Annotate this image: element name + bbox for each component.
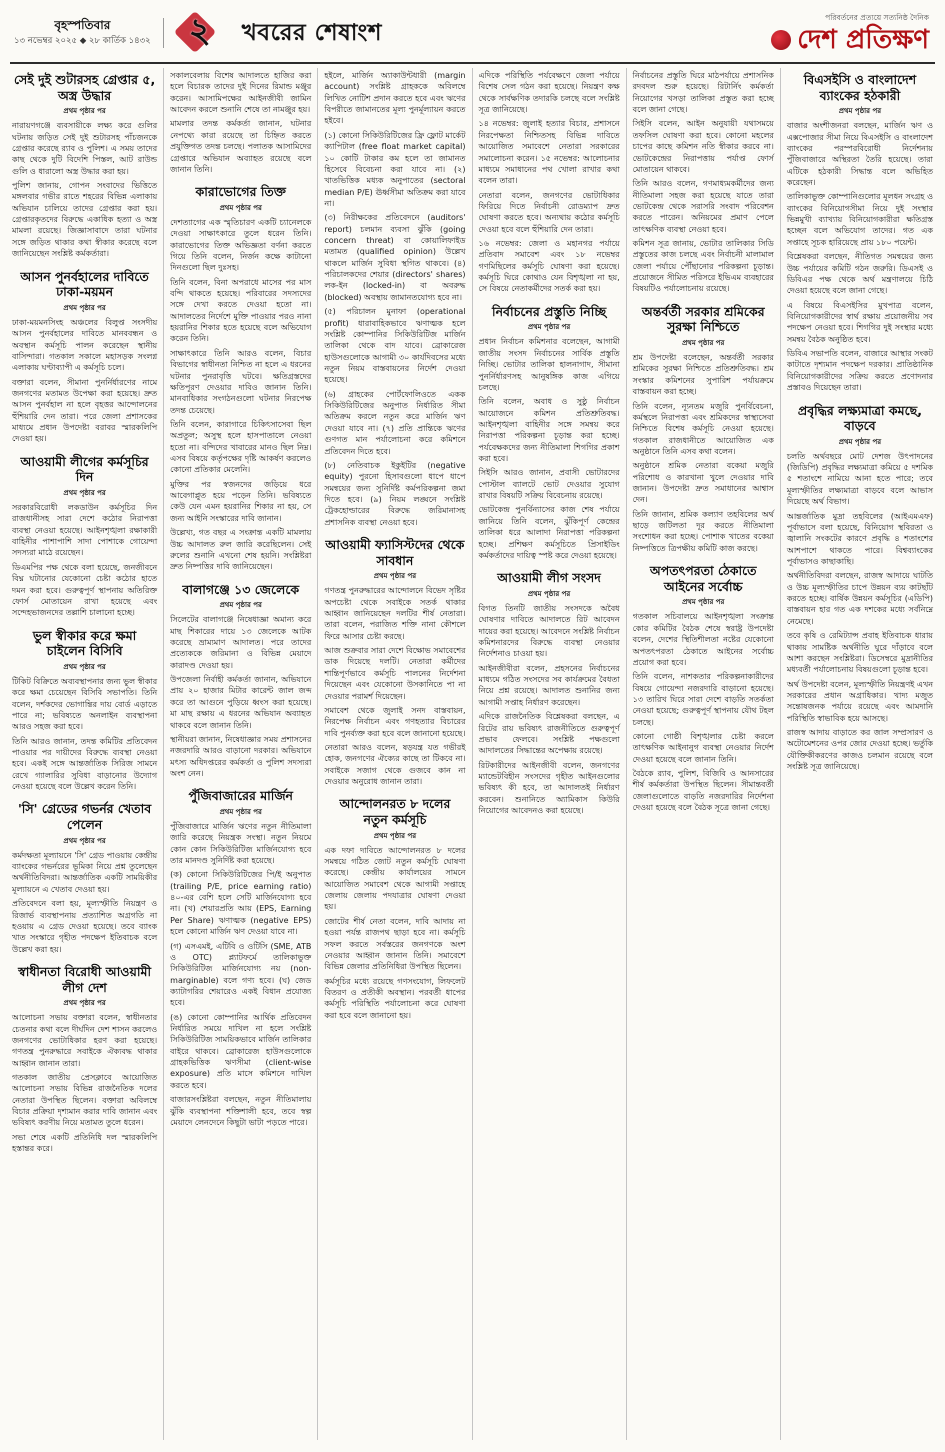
continued-from-label: প্রথম পৃষ্ঠার পর [682,598,725,607]
article-paragraph: তবে কৃষি ও রেমিট্যান্স প্রবাহ ইতিবাচক ধারায় থাকায় সামষ্টিক অর্থনীতি ঘুরে দাঁড়াবে বলে আশা করছেন সংশ্লিষ্টরা। ডিসেম্বরে মুদ্রানীতির মধ্যবর্তী পর্যালোচনায় বিষয়গুলো চূড়ান্ত হবে। [786,631,933,675]
article-paragraph: আন্তর্জাতিক মুদ্রা তহবিলের (আইএমএফ) পূর্বাভাসে বলা হয়েছে, বিনিয়োগ স্থবিরতা ও জ্বালানি সংকটের কারণে প্রবৃদ্ধি ৪ শতাংশের আশপাশে থাকতে পারে। বিশ্বব্যাংকের পূর্বাভাসও কাছাকাছি। [786,511,933,566]
article-paragraph: সভা শেষে একটি প্রতিনিধি দল স্মারকলিপি হস্তান্তর করে। [12,1132,158,1154]
article [324,796,465,1021]
article-paragraph: গণতন্ত্র পুনরুদ্ধারের আন্দোলনে বিভেদ সৃষ্টির অপচেষ্টা থেকে সবাইকে সতর্ক থাকার আহ্বান জানিয়েছেন দলটির শীর্ষ নেতারা। তারা বলেন, পরাজিত শক্তি নানা কৌশলে ফিরে আসার চেষ্টা করছে। [324,586,466,641]
article-paragraph: সিইসি বলেন, আইন অনুযায়ী যথাসময়ে তফসিল ঘোষণা করা হবে। কোনো মহলের চাপের কাছে কমিশন নতি স্বীকার করবে না। ভোটকেন্দ্রের নিরাপত্তায় পর্যাপ্ত ফোর্স মোতায়েন থাকবে। [632,119,774,174]
continued-from-label: প্রথম পৃষ্ঠার পর [219,807,262,816]
date-label: ১৩ নভেম্বর ২০২৫ ◆ ২৮ কার্তিক ১৪৩২ [14,35,151,46]
article-paragraph: অর্থনীতিবিদরা বলছেন, রাজস্ব আদায়ে ঘাটতি ও উচ্চ মূল্যস্ফীতির চাপে উন্নয়ন ব্যয় কাটছাঁট করতে হচ্ছে। বার্ষিক উন্নয়ন কর্মসূচির (এডিপি) বাস্তবায়ন হার গত এক দশকের মধ্যে সর্বনিম্নে নেমেছে। [786,571,933,626]
columns [10,68,935,1440]
article-continuation [170,70,311,175]
article [787,72,933,394]
news-column-2 [164,68,318,1440]
article-paragraph: রাজস্ব আদায় বাড়াতে কর জাল সম্প্রসারণ ও অটোমেশনের ওপর জোর দেওয়া হচ্ছে। ভর্তুকি যৌক্তিকীকরণের কাজও চলমান রয়েছে বলে সংশ্লিষ্ট সূত্র জানিয়েছে। [786,728,933,772]
article-paragraph: স্থানীয়রা জানান, নিষেধাজ্ঞার সময় প্রশাসনের নজরদারি আরও বাড়ানো দরকার। অভিযানে মৎস্য অধিদপ্তরের কর্মকর্তা ও পুলিশ সদস্যরা অংশ নেন। [170,734,312,778]
article-paragraph: তিনি বলেন, কারাগারে চিকিৎসাসেবা ছিল অপ্রতুল; অসুস্থ হলে হাসপাতালে নেওয়া হতো না। বন্দিদের খাবারের মানও ছিল নিম্ন। এসব বিষয়ে কর্তৃপক্ষের দৃষ্টি আকর্ষণ করলেও কোনো প্রতিকার মেলেনি। [170,419,312,475]
weekday-label: বৃহস্পতিবার [54,18,111,33]
article-headline: কারাভোগের তিক্ত [195,184,286,200]
article-paragraph: ডিবিএ সভাপতি বলেন, বাজারে আস্থার সংকট কাটাতে দৃশ্যমান পদক্ষেপ দরকার। প্রাতিষ্ঠানিক বিনিয়োগকারীদের সক্রিয় করতে প্রণোদনার প্রস্তাবও দিয়েছেন তারা। [786,349,933,393]
article-headline: আওয়ামী ফ্যাসিস্টদের থেকে সাবধান [325,537,465,568]
article-paragraph: আইনজীবীরা বলেন, প্রহসনের নির্বাচনের মাধ্যমে গঠিত সংসদের সব কার্যক্রমের বৈধতা নিয়ে প্রশ্ন রয়েছে। আদালত শুনানির জন্য আগামী সপ্তাহ নির্ধারণ করেছেন। [478,663,620,707]
article-paragraph: সিইসি আরও জানান, প্রবাসী ভোটারদের পোস্টাল ব্যালটে ভোট দেওয়ার সুযোগ রাখার বিষয়টি সক্রিয় বিবেচনায় রয়েছে। [478,468,620,501]
article-paragraph: পুলিশ জানায়, গোপন সংবাদের ভিত্তিতে মঙ্গলবার গভীর রাতে শহরের বিভিন্ন এলাকায় অভিযান চালিয়ে তাদের গ্রেপ্তার করা হয়। গ্রেপ্তারকৃতদের বিরুদ্ধে একাধিক হত্যা ও অস্ত্র মামলা রয়েছে। জিজ্ঞাসাবাদে তারা ঘটনার সঙ্গে জড়িত থাকার কথা স্বীকার করেছে বলে জানিয়েছেন সংশ্লিষ্ট কর্মকর্তারা। [12,181,158,259]
article-paragraph: (গ) এসএমই, এটিবি ও ওটিসি (SME, ATB ও OTC) প্ল্যাটফর্মে তালিকাভুক্ত সিকিউরিটিজ মার্জিনযোগ্য নয় (non-marginable) বলে গণ্য হবে। (ঘ) জেড ক্যাটাগরির শেয়ারেও একই বিধান প্রযোজ্য হবে। [170,941,312,1008]
article-paragraph: বৈঠকে র‌্যাব, পুলিশ, বিজিবি ও আনসারের শীর্ষ কর্মকর্তারা উপস্থিত ছিলেন। সীমান্তবর্তী জেলাগুলোতে বাড়তি নজরদারির নির্দেশনা দেওয়া হয়েছে বলে বৈঠক সূত্রে জানা গেছে। [632,769,774,813]
article-paragraph: (১) কোনো সিকিউরিটিজের ফ্রি ফ্লোট মার্কেট ক্যাপিটাল (free float market capital) ১০ কোটি টাকার কম হলে তা জামানত হিসেবে বিবেচনা করা যাবে না। (২) খাতভিত্তিক মধ্যক অনুপাতের (sectoral median P/E) ঊর্ধ্বসীমা অতিক্রম করা যাবে না। [324,130,466,208]
article-paragraph: বিগত তিনটি জাতীয় সংসদকে অবৈধ ঘোষণার দাবিতে আদালতে রিট আবেদন দায়ের করা হয়েছে। আবেদনে সংশ্লিষ্ট নির্বাচন কমিশনারদের বিরুদ্ধে ব্যবস্থা নেওয়ার নির্দেশনাও চাওয়া হয়। [478,603,620,659]
article-headline: আন্দোলনরত ৮ দলের নতুন কর্মসূচি [339,796,451,827]
article [12,269,157,445]
article-paragraph: বিশ্লেষকরা বলছেন, নীতিগত সমন্বয়ের জন্য উচ্চ পর্যায়ের কমিটি গঠন জরুরি। ডিএসই ও ডিবিএর পক্ষ থেকে অর্থ মন্ত্রণালয়ে চিঠি দেওয়া হয়েছে বলে জানা গেছে। [786,252,933,296]
article-paragraph: গতকাল জাতীয় প্রেসক্লাবে আয়োজিত আলোচনা সভায় বিভিন্ন রাজনৈতিক দলের নেতারা উপস্থিত ছিলেন। বক্তারা অবিলম্বে বিচার প্রক্রিয়া দৃশ্যমান করার দাবি জানান এবং ভবিষ্যৎ করণীয় নিয়ে মতামত তুলে ধরেন। [12,1072,158,1128]
article-paragraph: নির্বাচনের প্রস্তুতি ঘিরে মাঠপর্যায়ে প্রশাসনিক রদবদল শুরু হয়েছে। রিটার্নিং কর্মকর্তা নিয়োগের খসড়া তালিকা প্রস্তুত করা হচ্ছে বলে জানা গেছে। [632,71,774,115]
article-paragraph: উপজেলা নির্বাহী কর্মকর্তা জানান, অভিযানে প্রায় ২০ হাজার মিটার কারেন্ট জাল জব্দ করে তা আগুনে পুড়িয়ে ধ্বংস করা হয়েছে। মা মাছ রক্ষায় এ ধরনের অভিযান অব্যাহত থাকবে বলে জানান তিনি। [170,675,312,730]
continued-from-label: প্রথম পৃষ্ঠার পর [63,999,106,1008]
article-headline: স্বাধীনতা বিরোধী আওয়ামী লীগ দেশ [18,963,152,995]
continued-from-label: প্রথম পৃষ্ঠার পর [527,589,571,598]
page-number: ২ [188,10,211,51]
article-paragraph: পুঁজিবাজারে মার্জিন ঋণের নতুন নীতিমালা জারি করেছে নিয়ন্ত্রক সংস্থা। নতুন নিয়মে কোন কোন সিকিউরিটিজ মার্জিনযোগ্য হবে তার মানদণ্ড সুনির্দিষ্ট করা হয়েছে। [170,821,312,865]
article [479,304,620,561]
article [324,537,465,787]
article-paragraph: গতকাল সচিবালয়ে আইনশৃঙ্খলা সংক্রান্ত কোর কমিটির বৈঠক শেষে স্বরাষ্ট্র উপদেষ্টা বলেন, দেশের স্থিতিশীলতা নষ্টের যেকোনো অপতৎপরতা ঠেকাতে আইনের সর্বোচ্চ প্রয়োগ করা হবে। [632,612,774,667]
article-headline: নির্বাচনের প্রস্তুতি নিচ্ছি [492,303,607,319]
article [170,184,311,572]
article-paragraph: জোটের শীর্ষ নেতা বলেন, দাবি আদায় না হওয়া পর্যন্ত রাজপথ ছাড়া হবে না। কর্মসূচি সফল করতে সর্বস্তরের জনগণকে অংশ নেওয়ার আহ্বান জানান তিনি। সমাবেশে বিভিন্ন জেলার প্রতিনিধিরা উপস্থিত ছিলেন। [324,916,466,972]
masthead-name: দেশ প্রতিক্ষণ [797,25,929,55]
article-paragraph: কর্মদক্ষতা মূল্যায়নে 'সি' গ্রেড পাওয়ায় কেন্দ্রীয় ব্যাংকের গভর্নরের ভূমিকা নিয়ে প্রশ্ন তুলেছেন অর্থনীতিবিদরা। আন্তর্জাতিক একটি সাময়িকীর মূল্যায়নে এ খেতাব দেওয়া হয়। [12,850,158,894]
article-paragraph: তিনি বলেন, বিনা অপরাধে মাসের পর মাস বন্দি থাকতে হয়েছে। পরিবারের সদস্যদের সঙ্গে দেখা করতে দেওয়া হতো না। আদালতের নির্দেশে মুক্তি পাওয়ার পরও নানা হয়রানির শিকার হতে হয়েছে বলে অভিযোগ করেন তিনি। [170,277,312,344]
article-paragraph: (৫) পরিচালন মুনাফা (operational profit) ধারাবাহিকভাবে ঋণাত্মক হলে সংশ্লিষ্ট কোম্পানির সিকিউরিটিজ মার্জিন তালিকা থেকে বাদ যাবে। ব্রোকারেজ হাউসগুলোকে আগামী ৩০ কার্যদিবসের মধ্যে নতুন নিয়ম বাস্তবায়নের নির্দেশ দেওয়া হয়েছে। [324,307,466,385]
article-paragraph: এ বিষয়ে বিএসইসির মুখপাত্র বলেন, বিনিয়োগকারীদের স্বার্থ রক্ষায় প্রয়োজনীয় সব পদক্ষেপ নেওয়া হবে। শিগগির দুই সংস্থার মধ্যে সমন্বয় বৈঠক অনুষ্ঠিত হবে। [786,300,933,344]
article-headline: পুঁজিবাজারের মার্জিন [188,788,294,804]
article-paragraph: আলোচনা সভায় বক্তারা বলেন, স্বাধীনতার চেতনার কথা বলে দীর্ঘদিন দেশ শাসন করলেও জনগণের ভোটাধিকার হরণ করা হয়েছে। গণতন্ত্র পুনরুদ্ধারে সবাইকে ঐক্যবদ্ধ থাকার আহ্বান জানান তারা। [12,1013,158,1068]
article-paragraph: আজ শুক্রবার সারা দেশে বিক্ষোভ সমাবেশের ডাক দিয়েছে দলটি। নেতারা কর্মীদের শান্তিপূর্ণভাবে কর্মসূচি পালনের নির্দেশনা দিয়েছেন এবং যেকোনো উসকানিতে পা না দেওয়ার পরামর্শ দিয়েছেন। [324,646,466,701]
article-continuation [479,70,620,295]
article-paragraph: রিটকারীদের আইনজীবী বলেন, জনগণের ম্যান্ডেটবিহীন সংসদের গৃহীত আইনগুলোর ভবিষ্যৎ কী হবে, তা আদালতই নির্ধারণ করবেন। শুনানিতে অ্যামিকাস কিউরি নিয়োগের আবেদনও করা হয়েছে। [478,760,620,816]
section-title: খবরের শেষাংশ [241,19,382,46]
article [12,964,157,1155]
article-paragraph: এক দফা দাবিতে আন্দোলনরত ৮ দলের সমন্বয়ে গঠিত জোট নতুন কর্মসূচি ঘোষণা করেছে। কেন্দ্রীয় কার্যালয়ের সামনে আয়োজিত সমাবেশ থেকে আগামী সপ্তাহে জেলায় জেলায় পদযাত্রার ঘোষণা দেওয়া হয়। [324,845,466,912]
article [479,570,620,816]
article [633,563,774,813]
continued-from-label: প্রথম পৃষ্ঠার পর [63,836,106,845]
article-paragraph: (৩) নিরীক্ষকের প্রতিবেদনে (auditors' report) চলমান ব্যবসা ঝুঁকি (going concern threat) বা কোয়ালিফাইড মতামত (qualified opinion) উল্লেখ থাকলে মার্জিন সুবিধা স্থগিত থাকবে। (৪) পরিচালকদের শেয়ার (directors' shares) লক-ইন (locked-in) বা অবরুদ্ধ (blocked) অবস্থায় জামানতযোগ্য হবে না। [324,213,466,302]
article-paragraph: সিলেটের বালাগঞ্জে নিষেধাজ্ঞা অমান্য করে মাছ শিকারের দায়ে ১৩ জেলেকে আটক করেছে ভ্রাম্যমাণ আদালত। পরে তাদের প্রত্যেককে জরিমানা ও বিভিন্ন মেয়াদে কারাদণ্ড দেওয়া হয়। [170,615,312,670]
article-paragraph: সরকারবিরোধী লকডাউন কর্মসূচির দিন রাজধানীসহ সারা দেশে কঠোর নিরাপত্তা ব্যবস্থা নেওয়া হয়েছে। আইনশৃঙ্খলা রক্ষাকারী বাহিনীর পাশাপাশি সাদা পোশাকে গোয়েন্দা সদস্যরা মাঠে রয়েছেন। [12,503,158,558]
article-paragraph: বক্তারা বলেন, সীমানা পুনর্নির্ধারণের নামে জনগণের মতামত উপেক্ষা করা হয়েছে। দ্রুত আসন পুনর্বহাল না হলে বৃহত্তর আন্দোলনের হুঁশিয়ারি দেন তারা। পরে জেলা প্রশাসকের মাধ্যমে প্রধান উপদেষ্টা বরাবর স্মারকলিপি দেওয়া হয়। [12,377,158,444]
continued-from-label: প্রথম পৃষ্ঠার পর [527,323,571,332]
continued-from-label: প্রথম পৃষ্ঠার পর [63,303,106,312]
article-paragraph: হইলে, মার্জিন অ্যাকাউন্টধারী (margin account) সংশ্লিষ্ট গ্রাহককে অবিলম্বে লিখিত নোটিশ প্রদান করতে হবে এবং ঋণের বিপরীতে জামানতের মূল্য পুনর্মূল্যায়ন করতে হইবে। [324,71,466,126]
news-column-1 [10,68,164,1440]
article [12,801,157,954]
article [12,628,157,793]
continued-from-label: প্রথম পৃষ্ঠার পর [219,203,262,212]
article-paragraph: মুক্তির পর স্বজনদের জড়িয়ে ধরে আবেগাপ্লুত হয়ে পড়েন তিনি। ভবিষ্যতে কেউ যেন এমন হয়রানির শিকার না হয়, সে জন্য আইনি সংস্কারের দাবি জানান। [170,479,312,523]
masthead-logo-icon [771,30,791,50]
article-headline: আওয়ামী লীগ সংসদ [497,570,601,586]
article-paragraph: এদিকে পরিস্থিতি পর্যবেক্ষণে জেলা পর্যায়ে বিশেষ সেল গঠন করা হয়েছে। নিয়ন্ত্রণ কক্ষ থেকে সার্বক্ষণিক তদারকি চলছে বলে সংশ্লিষ্ট সূত্র জানিয়েছে। [478,71,620,115]
article-paragraph: নেতারা বলেন, জনগণের ভোটাধিকার ফিরিয়ে দিতে নির্বাচনী রোডম্যাপ দ্রুত ঘোষণা করতে হবে। অন্যথায় কঠোর কর্মসূচি দেওয়া হবে বলে হুঁশিয়ারি দেন তারা। [478,190,620,234]
article-headline: বিএসইসি ও বাংলাদেশ ব্যাংকের হঠকারী [803,72,917,103]
article-headline: আওয়ামী লীগের কর্মসূচির দিন [20,453,149,485]
article-continuation [633,70,774,295]
article-paragraph: তিনি বলেন, অবাধ ও সুষ্ঠু নির্বাচন আয়োজনে কমিশন প্রতিশ্রুতিবদ্ধ। আইনশৃঙ্খলা বাহিনীর সঙ্গে সমন্বয় করে নিরাপত্তা পরিকল্পনা চূড়ান্ত করা হচ্ছে। পর্যবেক্ষকদের জন্য নীতিমালা শিগগির প্রকাশ করা হবে। [478,397,620,464]
news-column-5 [627,68,781,1440]
continued-from-label: প্রথম পৃষ্ঠার পর [63,489,106,498]
article-paragraph: ঢাকা-ময়মনসিংহ অঞ্চলের বিলুপ্ত সংসদীয় আসন পুনর্বহালের দাবিতে মানববন্ধন ও অবস্থান কর্মসূচি পালন করেছেন স্থানীয় বাসিন্দারা। গতকাল সকালে মহাসড়ক সংলগ্ন এলাকায় ঘণ্টাব্যাপী এ কর্মসূচি চলে। [12,317,158,373]
article-paragraph: টিকিট বিক্রিতে অব্যবস্থাপনার জন্য ভুল স্বীকার করে ক্ষমা চেয়েছেন বিসিবি সভাপতি। তিনি বলেন, দর্শকদের ভোগান্তির দায় বোর্ড এড়াতে পারে না; ভবিষ্যতে অনলাইন ব্যবস্থাপনা আরও সহজ করা হবে। [12,676,158,732]
article-headline: ভুল স্বীকার করে ক্ষমা চাইলেন বিসিবি [32,627,137,659]
article-headline: অপতৎপরতা ঠেকাতে আইনের সর্বোচ্চ [649,563,757,594]
article-paragraph: মামলার তদন্ত কর্মকর্তা জানান, ঘটনার নেপথ্যে কারা রয়েছে তা চিহ্নিত করতে প্রযুক্তিগত তদন্ত চলছে। পলাতক আসামিদের গ্রেপ্তারে অভিযান অব্যাহত রয়েছে বলে জানান তিনি। [170,119,312,174]
article-paragraph: তিনি বলেন, ন্যূনতম মজুরি পুনর্বিবেচনা, কর্মস্থলে নিরাপত্তা এবং শ্রমিকদের স্বাস্থ্যসেবা নিশ্চিতে বিশেষ কর্মসূচি নেওয়া হয়েছে। গতকাল রাজধানীতে আয়োজিত এক অনুষ্ঠানে তিনি এসব কথা বলেন। [632,401,774,456]
article-paragraph: সকালবেলায় বিশেষ আদালতে হাজির করা হলে বিচারক তাদের দুই দিনের রিমান্ড মঞ্জুর করেন। আসামিপক্ষের আইনজীবী জামিন আবেদন করলে শুনানি শেষে তা নামঞ্জুর হয়। [170,71,312,115]
news-column-4 [473,68,627,1440]
continued-from-label: প্রথম পৃষ্ঠার পর [219,601,262,610]
article [787,403,933,773]
article-paragraph: ডিএমপির পক্ষ থেকে বলা হয়েছে, জনজীবনে বিঘ্ন ঘটানোর যেকোনো চেষ্টা কঠোর হাতে দমন করা হবে। গুরুত্বপূর্ণ স্থাপনায় অতিরিক্ত ফোর্স মোতায়েন রাখা হয়েছে এবং সন্দেহভাজনদের তল্লাশি চালানো হচ্ছে। [12,562,158,618]
article-paragraph: কর্মসূচির মধ্যে রয়েছে গণসংযোগ, লিফলেট বিতরণ ও প্রতীকী অবস্থান। পরবর্তী ধাপের কর্মসূচি পরিস্থিতি পর্যালোচনা করে ঘোষণা করা হবে বলে জানানো হয়। [324,976,466,1020]
article-paragraph: কোনো গোষ্ঠী বিশৃঙ্খলার চেষ্টা করলে তাৎক্ষণিক আইনানুগ ব্যবস্থা নেওয়ার নির্দেশ দেওয়া হয়েছে বলে জানান তিনি। [632,732,774,764]
article-paragraph: প্রতিবেদনে বলা হয়, মূল্যস্ফীতি নিয়ন্ত্রণ ও রিজার্ভ ব্যবস্থাপনায় প্রত্যাশিত অগ্রগতি না হওয়ায় এ গ্রেড দেওয়া হয়েছে। তবে ব্যাংক খাত সংস্কারে গৃহীত পদক্ষেপ ইতিবাচক বলে উল্লেখ করা হয়। [12,899,158,954]
article-paragraph: তিনি জানান, শ্রমিক কল্যাণ তহবিলের অর্থ ছাড়ে জটিলতা দূর করতে নীতিমালা সংশোধন করা হচ্ছে। পোশাক খাতের বকেয়া নিষ্পত্তিতে ত্রিপক্ষীয় কমিটি কাজ করছে। [632,509,774,553]
page-number-badge [174,9,226,57]
continued-from-label: প্রথম পৃষ্ঠার পর [63,107,106,116]
article-paragraph: প্রধান নির্বাচন কমিশনার বলেছেন, আগামী জাতীয় সংসদ নির্বাচনের সার্বিক প্রস্তুতি নিচ্ছি। ভোটার তালিকা হালনাগাদ, সীমানা পুনর্নির্ধারণসহ আনুষঙ্গিক কাজ এগিয়ে চলছে। [478,337,620,392]
continued-from-label: প্রথম পৃষ্ঠার পর [838,437,882,446]
article-headline: প্রবৃদ্ধির লক্ষ্যমাত্রা কমছে, বাড়বে [797,402,922,434]
page-header [10,6,935,64]
article-paragraph: সমাবেশ থেকে জুলাই সনদ বাস্তবায়ন, নিরপেক্ষ নির্বাচন এবং গণহত্যার বিচারের দাবি পুনর্ব্যক্ত করা হবে বলে জানানো হয়েছে। [324,705,466,738]
article-paragraph: উল্লেখ্য, গত বছর এ সংক্রান্ত একটি মামলায় উচ্চ আদালত রুল জারি করেছিলেন। সেই রুলের শুনানি এখনো শেষ হয়নি। সংশ্লিষ্টরা দ্রুত নিষ্পত্তির দাবি জানিয়েছেন। [170,528,312,572]
article-paragraph: (৮) নেতিবাচক ইকুইটির (negative equity) পুরনো হিসাবগুলো ধাপে ধাপে সমন্বয়ের জন্য সুনির্দিষ্ট কর্মপরিকল্পনা জমা দিতে হবে। (৯) নিয়ম লঙ্ঘনে সংশ্লিষ্ট ট্রেকহোল্ডারের বিরুদ্ধে জরিমানাসহ প্রশাসনিক ব্যবস্থা নেওয়া হবে। [324,460,466,527]
article-paragraph: তিনি আরও বলেন, গণমাধ্যমকর্মীদের জন্য নীতিমালা সহজ করা হয়েছে যাতে তারা ভোটকেন্দ্র থেকে সরাসরি সংবাদ পরিবেশন করতে পারেন। অনিয়মের প্রমাণ পেলে তাৎক্ষণিক ব্যবস্থা নেওয়া হবে। [632,179,774,234]
article-continuation [324,70,465,528]
article-paragraph: সাক্ষাৎকারে তিনি আরও বলেন, বিচার বিভাগের স্বাধীনতা নিশ্চিত না হলে এ ধরনের ঘটনার পুনরাবৃত্তি ঘটবে। ক্ষতিগ্রস্তদের ক্ষতিপূরণ দেওয়ার দাবিও জানান তিনি। মানবাধিকার সংগঠনগুলো ঘটনার নিরপেক্ষ তদন্ত চেয়েছে। [170,348,312,415]
news-column-6 [781,68,935,1440]
continued-from-label: প্রথম পৃষ্ঠার পর [373,572,417,581]
continued-from-label: প্রথম পৃষ্ঠার পর [838,107,882,116]
news-column-3 [318,68,472,1440]
article-paragraph: কমিশন সূত্র জানায়, ভোটার তালিকার সিডি প্রস্তুতের কাজ চলছে এবং নির্বাচনী মালামাল জেলা পর্যায়ে পৌঁছানোর পরিকল্পনা চূড়ান্ত। প্রয়োজনে সীমিত পরিসরে ইভিএম ব্যবহারের বিষয়টিও পর্যালোচনায় রয়েছে। [632,239,774,294]
article-paragraph: (ঙ) কোনো কোম্পানির আর্থিক প্রতিবেদন নির্ধারিত সময়ে দাখিল না হলে সংশ্লিষ্ট সিকিউরিটিজ সাময়িকভাবে মার্জিন তালিকার বাইরে থাকবে। ব্রোকারেজ হাউসগুলোকে গ্রাহকভিত্তিক ঋণসীমা (client-wise exposure) প্রতি মাসে কমিশনে দাখিল করতে হবে। [170,1012,312,1090]
continued-from-label: প্রথম পৃষ্ঠার পর [63,662,106,671]
article-paragraph: অনুষ্ঠানে শ্রমিক নেতারা বকেয়া মজুরি পরিশোধ ও কারখানা খুলে দেওয়ার দাবি জানান। উপদেষ্টা দ্রুত সমাধানের আশ্বাস দেন। [632,461,774,505]
article-paragraph: শ্রম উপদেষ্টা বলেছেন, অন্তর্বর্তী সরকার শ্রমিকের সুরক্ষা নিশ্চিতে প্রতিশ্রুতিবদ্ধ। শ্রম সংস্কার কমিশনের সুপারিশ পর্যায়ক্রমে বাস্তবায়ন করা হচ্ছে। [632,353,774,397]
article [12,72,157,260]
article-paragraph: এদিকে রাজনৈতিক বিশ্লেষকরা বলছেন, এ রিটের রায় ভবিষ্যৎ রাজনীতিতে গুরুত্বপূর্ণ প্রভাব ফেলবে। সংশ্লিষ্ট পক্ষগুলো আদালতের সিদ্ধান্তের অপেক্ষায় রয়েছে। [478,712,620,756]
masthead-brand-row [771,27,929,53]
article-paragraph: (ক) কোনো সিকিউরিটিজের পি/ই অনুপাত (trailing P/E, price earning ratio) ৪০-এর বেশি হলে সেটি মার্জিনযোগ্য হবে না। (খ) শেয়ারপ্রতি আয় (EPS, Earning Per Share) ঋণাত্মক (negative EPS) হলে কোনো মার্জিন ঋণ দেওয়া যাবে না। [170,870,312,937]
article-paragraph: চলতি অর্থবছরে মোট দেশজ উৎপাদনের (জিডিপি) প্রবৃদ্ধির লক্ষ্যমাত্রা কমিয়ে ৫ দশমিক ৫ শতাংশে নামিয়ে আনা হতে পারে; তবে মূল্যস্ফীতির লক্ষ্যমাত্রা বাড়বে বলে আভাস দিয়েছে অর্থ বিভাগ। [786,451,933,507]
article-paragraph: নেতারা আরও বলেন, ষড়যন্ত্র যত গভীরই হোক, জনগণের ঐক্যের কাছে তা টিকবে না। সবাইকে সজাগ থেকে গুজবে কান না দেওয়ার অনুরোধ জানান তারা। [324,742,466,787]
article-paragraph: তিনি বলেন, নাশকতার পরিকল্পনাকারীদের বিষয়ে গোয়েন্দা নজরদারি বাড়ানো হয়েছে। ১৩ তারিখ ঘিরে সারা দেশে বাড়তি সতর্কতা নেওয়া হয়েছে; গুরুত্বপূর্ণ স্থাপনায় যৌথ টহল চলছে। [632,672,774,727]
article [170,788,311,1128]
article-headline: অন্তর্বর্তী সরকার শ্রমিকের সুরক্ষা নিশ্চিতে [641,303,765,335]
article-paragraph: অর্থ উপদেষ্টা বলেন, মূল্যস্ফীতি নিয়ন্ত্রণই এখন সরকারের প্রধান অগ্রাধিকার। খাদ্য মজুত সন্তোষজনক পর্যায়ে রয়েছে এবং আমদানি পরিস্থিতি স্বাভাবিক হয়ে আসছে। [786,679,933,723]
article-paragraph: নারায়ণগঞ্জে ব্যবসায়ীকে লক্ষ্য করে গুলির ঘটনায় জড়িত সেই দুই শুটারসহ পাঁচজনকে গ্রেপ্তার করেছে র‌্যাব ও পুলিশ। এ সময় তাদের কাছ থেকে দুটি বিদেশি পিস্তল, আট রাউন্ড গুলি ও ধারালো অস্ত্র উদ্ধার করা হয়। [12,121,158,176]
article-paragraph: (৬) গ্রাহকের পোর্টফোলিওতে একক সিকিউরিটিজের অনুপাত নির্ধারিত সীমা অতিক্রম করলে নতুন করে মার্জিন ঋণ দেওয়া যাবে না। (৭) প্রতি প্রান্তিকে ঋণের গুণগত মান পর্যালোচনা করে কমিশনে প্রতিবেদন দিতে হবে। [324,389,466,456]
article-headline: আসন পুনর্বহালের দাবিতে ঢাকা-ময়মন [20,268,149,300]
article-paragraph: ভোটকেন্দ্র পুনর্বিন্যাসের কাজ শেষ পর্যায়ে জানিয়ে তিনি বলেন, ঝুঁকিপূর্ণ কেন্দ্রের তালিকা ধরে আলাদা নিরাপত্তা পরিকল্পনা হচ্ছে। প্রশিক্ষণ কর্মসূচিতে প্রিসাইডিং কর্মকর্তাদের দায়িত্ব স্পষ্ট করে দেওয়া হয়েছে। [478,505,620,560]
article-paragraph: বাজার অংশীজনরা বলছেন, মার্জিন ঋণ ও এক্সপোজার সীমা নিয়ে বিএসইসি ও বাংলাদেশ ব্যাংকের পরস্পরবিরোধী নির্দেশনায় পুঁজিবাজারে অস্থিরতা তৈরি হয়েছে। তারা এটিকে হঠকারী সিদ্ধান্ত বলে অভিহিত করেছেন। [786,121,933,188]
article-paragraph: তিনি আরও জানান, তদন্ত কমিটির প্রতিবেদন পাওয়ার পর দায়ীদের বিরুদ্ধে ব্যবস্থা নেওয়া হবে। একই সঙ্গে আন্তর্জাতিক সিরিজ সামনে রেখে গ্যালারির সুবিধা বাড়ানোর উদ্যোগ নেওয়া হয়েছে বলে উল্লেখ করেন তিনি। [12,736,158,792]
article-headline: বালাগঞ্জে ১৩ জেলেকে [182,581,300,597]
masthead [771,13,933,53]
article-paragraph: ১৬ নভেম্বর: জেলা ও মহানগর পর্যায়ে প্রতিবাদ সমাবেশ এবং ১৮ নভেম্বর গণমিছিলের কর্মসূচি ঘোষণা করা হয়েছে। কর্মসূচি ঘিরে কোথাও যেন বিশৃঙ্খলা না হয়, সে বিষয়ে নেতাকর্মীদের সতর্ক করা হয়। [478,239,620,294]
article-paragraph: তালিকাভুক্ত কোম্পানিগুলোর মূলধন সংগ্রহ ও ব্যাংকের বিনিয়োগসীমা নিয়ে দুই সংস্থার ভিন্নমুখী ব্যাখ্যায় বিনিয়োগকারীরা ক্ষতিগ্রস্ত হচ্ছেন বলে অভিযোগ তাদের। গত এক সপ্তাহে সূচক হারিয়েছে প্রায় ১৮০ পয়েন্ট। [786,192,933,247]
masthead-tagline: পরিবর্তনের প্রত্যয়ে সত্যনিষ্ঠ দৈনিক [825,13,929,22]
article [12,454,157,619]
article-headline: সেই দুই শুটারসহ গ্রেপ্তার ৫, অস্ত্র উদ্ধার [13,72,156,103]
date-box [12,18,164,48]
article-paragraph: দেশত্যাগের এক স্মৃতিচারণ একটি চ্যানেলকে দেওয়া সাক্ষাৎকারে তুলে ধরেন তিনি। কারাভোগের তিক্ত অভিজ্ঞতা বর্ণনা করতে গিয়ে তিনি বলেন, নির্জন কক্ষে কাটানো দিনগুলো ছিল দুঃসহ। [170,217,312,273]
continued-from-label: প্রথম পৃষ্ঠার পর [682,339,725,348]
article [170,582,311,780]
article [633,304,774,554]
continued-from-label: প্রথম পৃষ্ঠার পর [373,831,417,840]
article-headline: 'সি' গ্রেডের গভর্নর খেতাব পেলেন [17,801,152,833]
article-paragraph: ১৪ নভেম্বর: জুলাই হত্যার বিচার, প্রশাসনে নিরপেক্ষতা নিশ্চিতসহ বিভিন্ন দাবিতে আয়োজিত সমাবেশে নেতারা সরকারের সমালোচনা করেন। ১৫ নভেম্বর: আলোচনার মাধ্যমে সমাধানের পথ খোলা রাখার কথা বলেন তারা। [478,119,620,186]
article-paragraph: বাজারসংশ্লিষ্টরা বলছেন, নতুন নীতিমালায় ঝুঁকি ব্যবস্থাপনা শক্তিশালী হবে, তবে স্বল্প মেয়াদে লেনদেনে কিছুটা ভাটা পড়তে পারে। [170,1095,312,1127]
